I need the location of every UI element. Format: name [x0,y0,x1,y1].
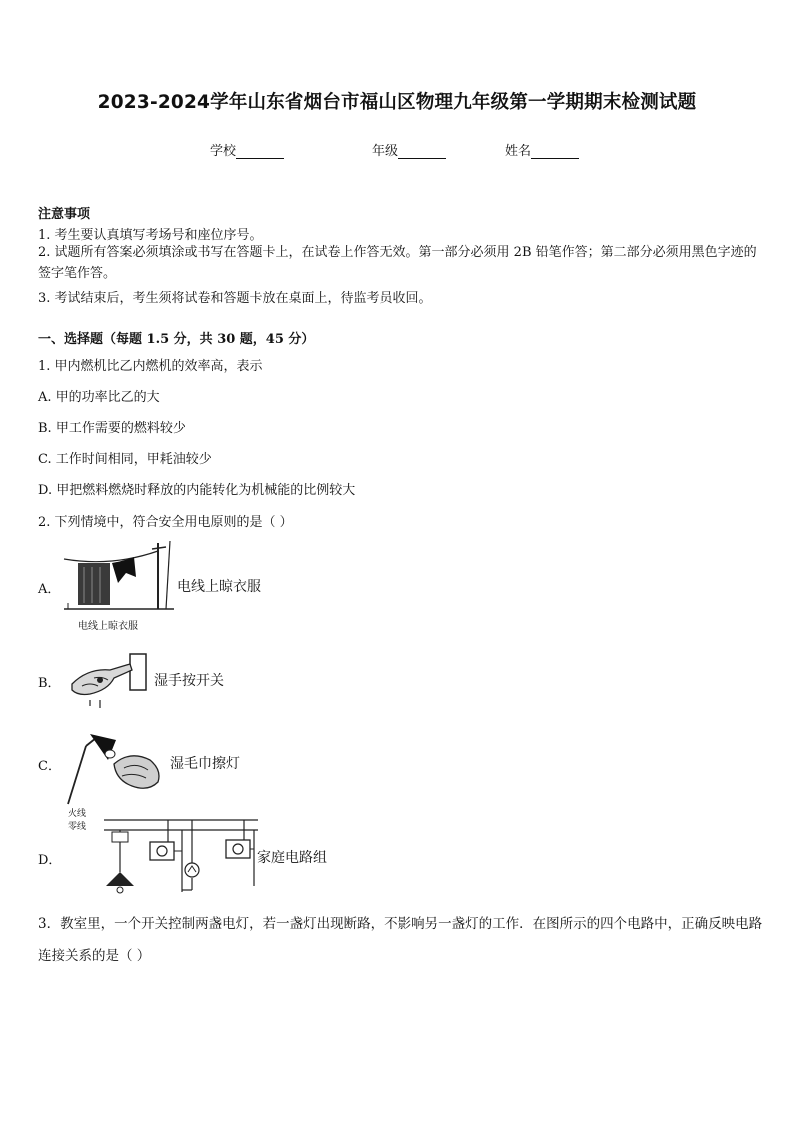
household-circuit-figure [64,806,260,902]
section-heading: 一、选择题（每题 1.5 分，共 30 题，45 分） [38,332,315,347]
q2-option-b-letter: B． [38,676,61,691]
q2-option-a-text: 电线上晾衣服 [177,579,261,595]
note-item-3: 3. 考试结束后，考生须将试卷和答题卡放在桌面上，待监考员收回。 [38,291,432,306]
neutral-wire-label: 零线 [68,822,87,832]
school-label: 学校 [210,144,237,159]
q2-option-c-text: 湿毛巾擦灯 [170,756,240,772]
q1-option-c: C. 工作时间相同，甲耗油较少 [38,452,212,467]
name-blank [531,145,579,159]
q2-option-b-text: 湿手按开关 [154,673,224,689]
note-item-2: 2. 试题所有答案必须填涂或书写在答题卡上，在试卷上作答无效。第一部分必须用 2B 铅笔作答；第二部分必须用黑色字迹的签字笔作答。 [38,245,757,281]
page-title: 2023-2024学年山东省烟台市福山区物理九年级第一学期期末检测试题 [97,92,697,113]
grade-label: 年级 [372,144,399,159]
grade-field [372,140,446,159]
q1-option-a: A. 甲的功率比乙的大 [38,390,160,405]
q2-stem: 2. 下列情境中，符合安全用电原则的是（ ） [38,515,293,530]
q2-option-a-letter: A． [38,582,61,597]
q2-option-d-text: 家庭电路组 [257,850,327,866]
live-wire-label: 火线 [68,809,87,819]
q2-option-a-caption: 电线上晾衣服 [78,621,138,632]
name-label: 姓名 [505,144,532,159]
grade-blank [398,145,446,159]
notes-heading: 注意事项 [38,207,91,222]
q1-option-d: D. 甲把燃料燃烧时释放的内能转化为机械能的比例较大 [38,483,356,498]
note-item-1: 1. 考生要认真填写考场号和座位序号。 [38,228,263,243]
wet-hand-switch-figure [68,650,152,712]
school-blank [236,145,284,159]
school-field [210,140,284,159]
q2-option-d-letter: D． [38,853,62,868]
q2-option-c-letter: C． [38,759,61,774]
q1-option-b: B. 甲工作需要的燃料较少 [38,421,186,436]
wet-towel-lamp-figure [64,730,168,808]
name-field [505,140,579,159]
clothes-on-wire-figure [62,537,177,635]
q3-stem: 3．教室里，一个开关控制两盏电灯，若一盏灯出现断路，不影响另一盏灯的工作．在图所示的四个电路中，正确反映电路连接关系的是（ ） [38,916,763,964]
q1-stem: 1. 甲内燃机比乙内燃机的效率高，表示 [38,359,263,374]
